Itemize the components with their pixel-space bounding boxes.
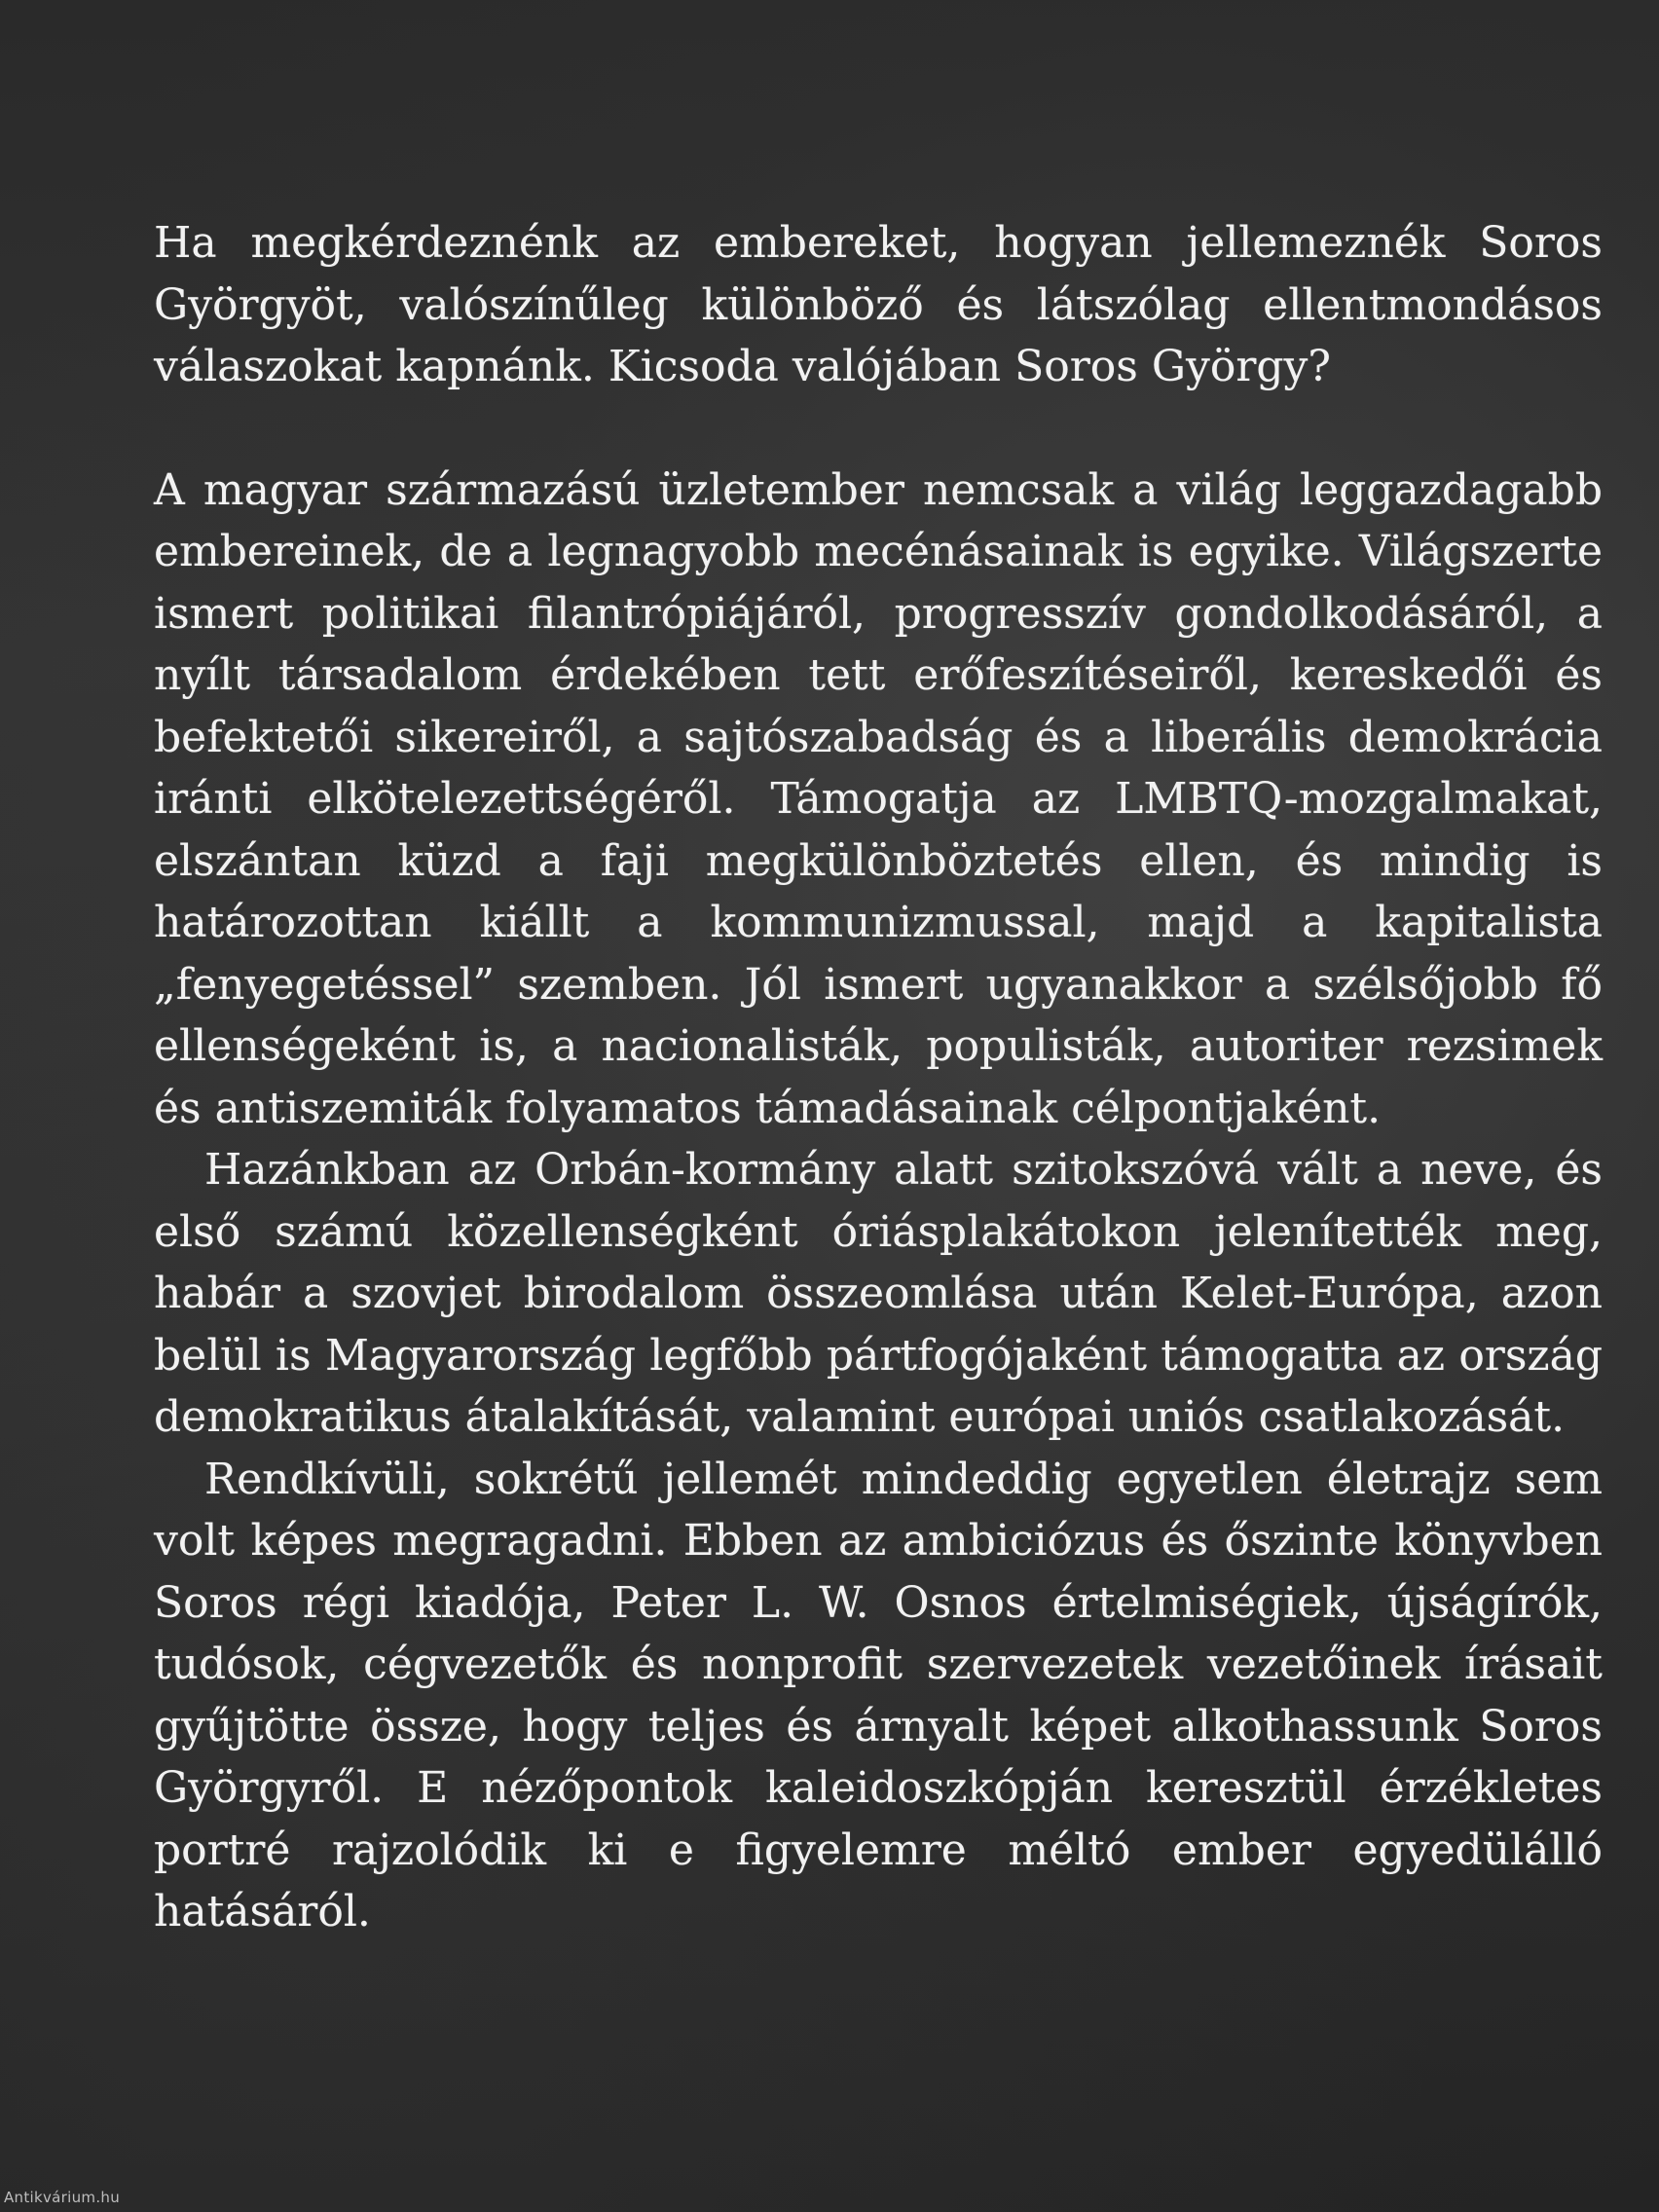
blurb-paragraph-intro: Ha megkérdeznénk az embereket, hogyan jellemeznék Soros Györgyöt, valószínűleg különböző és látszólag ellentmondásos válaszokat kapnánk. Kicsoda valójában Soros György? (154, 218, 1603, 391)
blurb-paragraph-biography: A magyar származású üzletember nemcsak a világ leggazdagabb embereinek, de a legnagyobb mecénásainak is egyike. Világszerte ismert politikai filantrópiájáról, progresszív gondolkodásáról, a nyílt társadalom érdekében tett erőfeszítéseiről, kereskedői és befektetői sikereiről, a sajtószabadság és a liberális demokrácia iránti elkötelezettségéről. Támogatja az LMBTQ-mozgalmakat, elszántan küzd a faji megkülönböztetés ellen, és mindig is határozottan kiállt a kommunizmussal, majd a kapitalista „fenyegetéssel” szemben. Jól ismert ugyanakkor a szélsőjobb fő ellenségeként is, a nacionalisták, populisták, autoriter rezsimek és antiszemiták folyamatos támadásainak célpontjaként. (154, 464, 1603, 1133)
blurb-text (154, 212, 1603, 1943)
source-watermark: Antikvárium.hu (4, 2189, 121, 2206)
blurb-paragraph-hungary: Hazánkban az Orbán-kormány alatt szitokszóvá vált a neve, és első számú közellenségként óriásplakátokon jelenítették meg, habár a szovjet birodalom összeomlása után Kelet-Európa, azon belül is Magyarország legfőbb pártfogójaként támogatta az ország demokratikus átalakítását, valamint európai uniós csatlakozását. (154, 1145, 1603, 1442)
blurb-paragraph-book: Rendkívüli, sokrétű jellemét mindeddig egyetlen életrajz sem volt képes megragadni. Ebben az ambiciózus és őszinte könyvben Soros régi kiadója, Peter L. W. Osnos értelmiségiek, újságírók, tudósok, cégvezetők és nonprofit szervezetek vezetőinek írásait gyűjtötte össze, hogy teljes és árnyalt képet alkothassunk Soros Györgyről. E nézőpontok kaleidoszkópján keresztül érzékletes portré rajzolódik ki e figyelemre méltó ember egyedülálló hatásáról. (154, 1454, 1603, 1936)
